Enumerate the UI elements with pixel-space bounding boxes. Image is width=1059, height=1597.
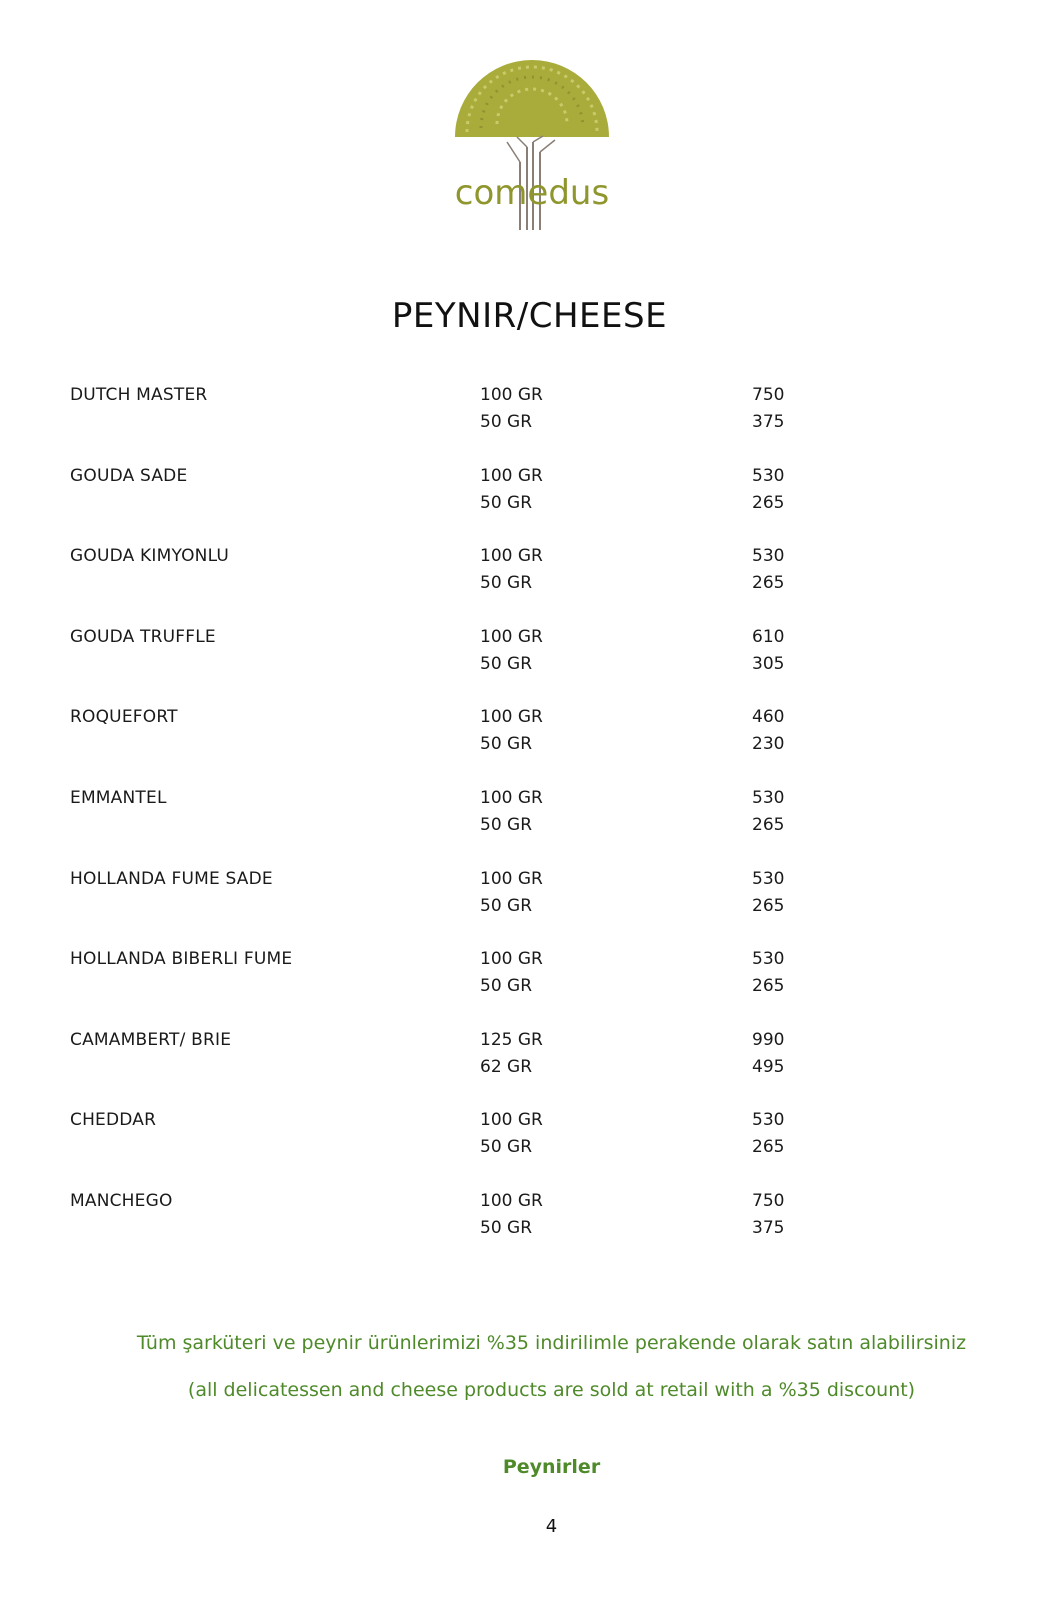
price: 460 [752, 707, 785, 728]
price: 265 [752, 573, 785, 594]
item-name: GOUDA KIMYONLU [70, 546, 230, 567]
section-label: Peynirler [502, 1456, 601, 1478]
portion-size: 50 GR [480, 492, 533, 513]
price: 610 [752, 626, 785, 647]
item-name: HOLLANDA BIBERLI FUME [70, 949, 293, 970]
portion-size: 100 GR [480, 1110, 543, 1131]
menu-item [0, 625, 1059, 706]
portion-size: 100 GR [480, 949, 543, 970]
menu-item [0, 544, 1059, 625]
menu-item [0, 867, 1059, 948]
menu-item [0, 705, 1059, 786]
portion-size: 50 GR [480, 1137, 533, 1158]
price: 495 [752, 1056, 785, 1077]
portion-size: 100 GR [480, 787, 543, 808]
item-name: MANCHEGO [70, 1190, 173, 1211]
item-name: GOUDA TRUFFLE [70, 626, 216, 647]
item-name: ROQUEFORT [70, 707, 178, 728]
price: 265 [752, 1137, 785, 1158]
price: 750 [752, 1190, 785, 1211]
portion-size: 50 GR [480, 1217, 533, 1238]
portion-size: 100 GR [480, 707, 543, 728]
item-name: EMMANTEL [70, 787, 167, 808]
price: 230 [752, 734, 785, 755]
portion-size: 100 GR [480, 626, 543, 647]
item-name: CAMAMBERT/ BRIE [70, 1029, 232, 1050]
portion-size: 100 GR [480, 868, 543, 889]
portion-size: 100 GR [480, 1190, 543, 1211]
portion-size: 50 GR [480, 734, 533, 755]
item-name: GOUDA SADE [70, 465, 188, 486]
discount-note-turkish: Tüm şarküteri ve peynir ürünlerimizi %35 indirilimle perakende olarak satın alabilirsiniz [136, 1332, 967, 1354]
price: 990 [752, 1029, 785, 1050]
price: 750 [752, 385, 785, 405]
price: 265 [752, 492, 785, 513]
portion-size: 50 GR [480, 412, 533, 432]
price: 530 [752, 465, 785, 486]
price: 265 [752, 814, 785, 835]
price: 305 [752, 653, 785, 674]
portion-size: 50 GR [480, 814, 533, 835]
tree-logo-icon [445, 52, 620, 237]
item-name: CHEDDAR [70, 1110, 157, 1131]
portion-size: 100 GR [480, 546, 543, 567]
menu-item [0, 1189, 1059, 1270]
price: 530 [752, 1110, 785, 1131]
menu-item [0, 1028, 1059, 1109]
discount-note-english: (all delicatessen and cheese products are sold at retail with a %35 discount) [187, 1379, 916, 1401]
price: 265 [752, 976, 785, 997]
brand-logo [445, 52, 620, 237]
portion-size: 100 GR [480, 465, 543, 486]
price: 530 [752, 949, 785, 970]
item-name: HOLLANDA FUME SADE [70, 868, 273, 889]
price: 530 [752, 868, 785, 889]
price: 265 [752, 895, 785, 916]
menu-item [0, 947, 1059, 1028]
portion-size: 50 GR [480, 573, 533, 594]
portion-size: 50 GR [480, 976, 533, 997]
portion-size: 62 GR [480, 1056, 533, 1077]
menu-item [0, 1108, 1059, 1189]
page-title: PEYNIR/CHEESE [391, 296, 668, 336]
price: 530 [752, 787, 785, 808]
menu-item [0, 383, 1059, 464]
price: 375 [752, 1217, 785, 1238]
cheese-price-list [0, 383, 1059, 1270]
svg-text:comedus: comedus [454, 173, 610, 213]
portion-size: 50 GR [480, 895, 533, 916]
menu-item [0, 786, 1059, 867]
portion-size: 125 GR [480, 1029, 543, 1050]
page-number: 4 [545, 1516, 558, 1537]
price: 375 [752, 412, 785, 432]
price: 530 [752, 546, 785, 567]
portion-size: 100 GR [480, 385, 543, 405]
menu-item [0, 464, 1059, 545]
portion-size: 50 GR [480, 653, 533, 674]
item-name: DUTCH MASTER [70, 385, 208, 405]
